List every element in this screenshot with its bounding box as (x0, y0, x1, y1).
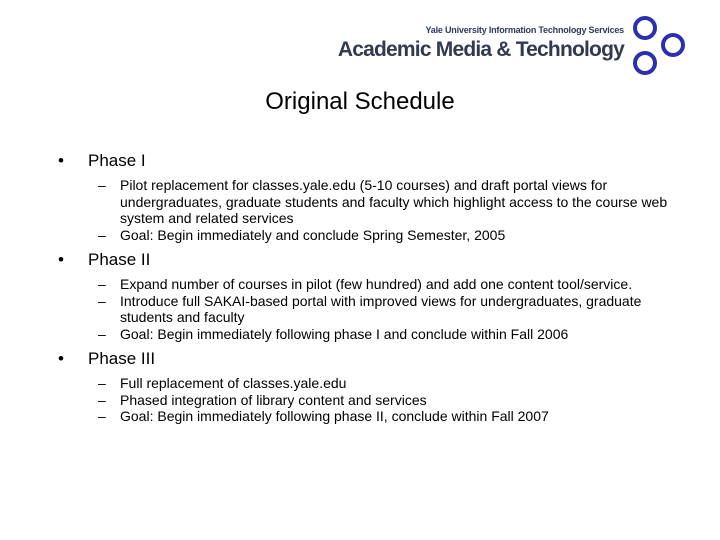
list-item: – Full replacement of classes.yale.edu (98, 375, 347, 391)
list-item: – Introduce full SAKAI-based portal with improved views for undergraduates, graduate students and faculty (98, 292, 642, 325)
list-item: – Goal: Begin immediately following phase II, conclude within Fall 2007 (98, 408, 549, 424)
dash-icon: – (98, 226, 106, 243)
list-item: – Expand number of courses in pilot (few hundred) and add one content tool/service. (98, 276, 633, 292)
bullet-icon: • (58, 349, 64, 368)
dash-icon: – (98, 408, 106, 424)
phase-1-items (58, 177, 668, 243)
dash-icon: – (98, 276, 106, 292)
org-subtitle: Yale University Information Technology Services (425, 25, 624, 35)
phase-1 (58, 150, 668, 243)
phase-label: Phase III (88, 349, 156, 368)
dash-icon: – (98, 292, 106, 309)
phase-list (58, 150, 668, 431)
header (0, 0, 720, 80)
phase-3 (58, 348, 668, 425)
dash-icon: – (98, 177, 106, 193)
phase-2-items (58, 276, 668, 342)
list-item: – Pilot replacement for classes.yale.edu (5-10 courses) and draft portal views for undergraduates, graduate students and faculty which highlight access to the course web system and related services (98, 177, 668, 226)
list-item: – Phased integration of library content and services (98, 391, 427, 408)
list-item: – Goal: Begin immediately following phase I and conclude within Fall 2006 (98, 325, 569, 342)
dash-icon: – (98, 375, 106, 391)
dash-icon: – (98, 391, 106, 408)
four-circles-logo-icon (625, 15, 687, 77)
phase-label: Phase I (88, 151, 146, 170)
phase-2 (58, 249, 668, 342)
org-title: Academic Media & Technology (337, 38, 624, 61)
list-item: – Goal: Begin immediately and conclude Spring Semester, 2005 (98, 226, 506, 243)
slide-title: Original Schedule (265, 88, 455, 115)
phase-label: Phase II (88, 250, 151, 269)
bullet-icon: • (58, 250, 64, 269)
dash-icon: – (98, 325, 106, 342)
phase-3-items (58, 375, 668, 425)
bullet-icon: • (58, 151, 64, 170)
